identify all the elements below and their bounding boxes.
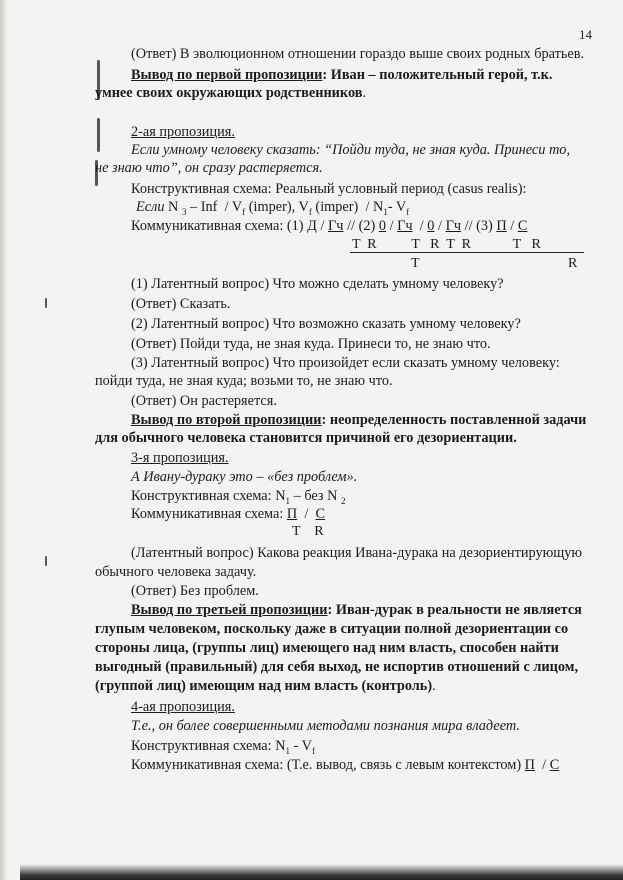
binding-mark [97, 118, 100, 152]
conclusion-2-line: Вывод по второй пропозиции: неопределенность поставленной задачи [131, 412, 587, 428]
answer-2: (Ответ) Пойди туда, не зная куда. Принеси то, не знаю что. [131, 336, 491, 352]
binding-mark [45, 298, 47, 308]
conclusion-3-line-3: стороны лица, (группы лиц) имеющего над ним власть, способен найти [95, 640, 559, 656]
conclusion-3-line-5: (группой лиц) имеющим над ним власть (контроль). [95, 678, 436, 694]
conclusion-2-line-2: для обычного человека становится причиной его дезориентации. [95, 430, 517, 446]
latent-question-3-cont: пойди туда, не зная куда; возьми то, не знаю что. [95, 373, 393, 389]
conclusion-1-text: : Иван – положительный герой, т.к. [322, 67, 553, 83]
constructive-scheme-4: Конструктивная схема: $N_1 - V_f$ [131, 738, 315, 756]
proposition-3-text: А Ивану-дураку это – «без проблем». [131, 469, 358, 485]
latent-question-3: (3) Латентный вопрос) Что произойдет если сказать умному человеку: [131, 355, 560, 371]
tr-row-2-t: T [411, 256, 420, 271]
communicative-scheme-2: Коммуникативная схема: (1) Д / Гч // (2) 0 / Гч / 0 / Гч // (3) П / С [131, 218, 528, 234]
conclusion-3-line: Вывод по третьей пропозиции: Иван-дурак в реальности не является [131, 602, 582, 618]
tr-row-1: T R T R T R T R [352, 237, 541, 252]
conclusion-3-line-4: выгодный (правильный) для себя выход, не испортив отношений с лицом, [95, 659, 579, 675]
conclusion-1-line [131, 66, 590, 84]
answer-3: (Ответ) Он растеряется. [131, 393, 277, 409]
answer-1: (Ответ) Сказать. [131, 296, 231, 312]
latent-question-4-cont: обычного человека задачу. [95, 564, 257, 580]
constructive-scheme-3: Конструктивная схема: $N_1$ – без N $_2$ [131, 488, 346, 506]
proposition-2-text-2: не знаю что”, он сразу растеряется. [95, 160, 323, 176]
tr-row-2-r: R [568, 256, 578, 271]
conclusion-1-heading: Вывод по первой пропозиции [131, 67, 323, 83]
answer-4: (Ответ) Без проблем. [131, 583, 259, 599]
conclusion-3-line-2: глупым человеком, поскольку даже в ситуации полной дезориентации со [95, 621, 569, 637]
formula-2: Если N $_3$ – Inf / $V_f$ (imper), $V_f$ (imper) / $N_1-$ $V_f$ [136, 199, 410, 217]
latent-question-1: (1) Латентный вопрос) Что можно сделать умному человеку? [131, 276, 504, 292]
text-line: (Ответ) В эволюционном отношении гораздо выше своих родных братьев. [131, 46, 585, 62]
scan-shadow-bottom [20, 864, 623, 880]
constructive-scheme-2: Конструктивная схема: Реальный условный период (casus realis): [131, 181, 527, 197]
binding-mark [45, 556, 47, 566]
communicative-scheme-4: Коммуникативная схема: (Т.е. вывод, связь с левым контекстом) П / С [131, 757, 560, 773]
proposition-3-heading: 3-я пропозиция. [131, 450, 229, 466]
latent-question-4: (Латентный вопрос) Какова реакция Ивана-дурака на дезориентирующую [131, 545, 583, 561]
page-number: 14 [579, 27, 592, 42]
proposition-4-heading: 4-ая пропозиция. [131, 699, 235, 715]
proposition-4-text: Т.е., он более совершенными методами познания мира владеет. [131, 718, 520, 734]
proposition-2-heading: 2-ая пропозиция. [131, 124, 235, 140]
proposition-2-text: Если умному человеку сказать: “Пойди туда, не зная куда. Принеси то, [131, 142, 571, 158]
latent-question-2: (2) Латентный вопрос) Что возможно сказать умному человеку? [131, 316, 521, 332]
tr-row-3: T R [292, 524, 324, 539]
conclusion-1-line-2: умнее своих окружающих родственников. [95, 85, 367, 101]
scan-shadow-left [0, 0, 8, 880]
communicative-scheme-3: Коммуникативная схема: П / С [131, 506, 326, 522]
